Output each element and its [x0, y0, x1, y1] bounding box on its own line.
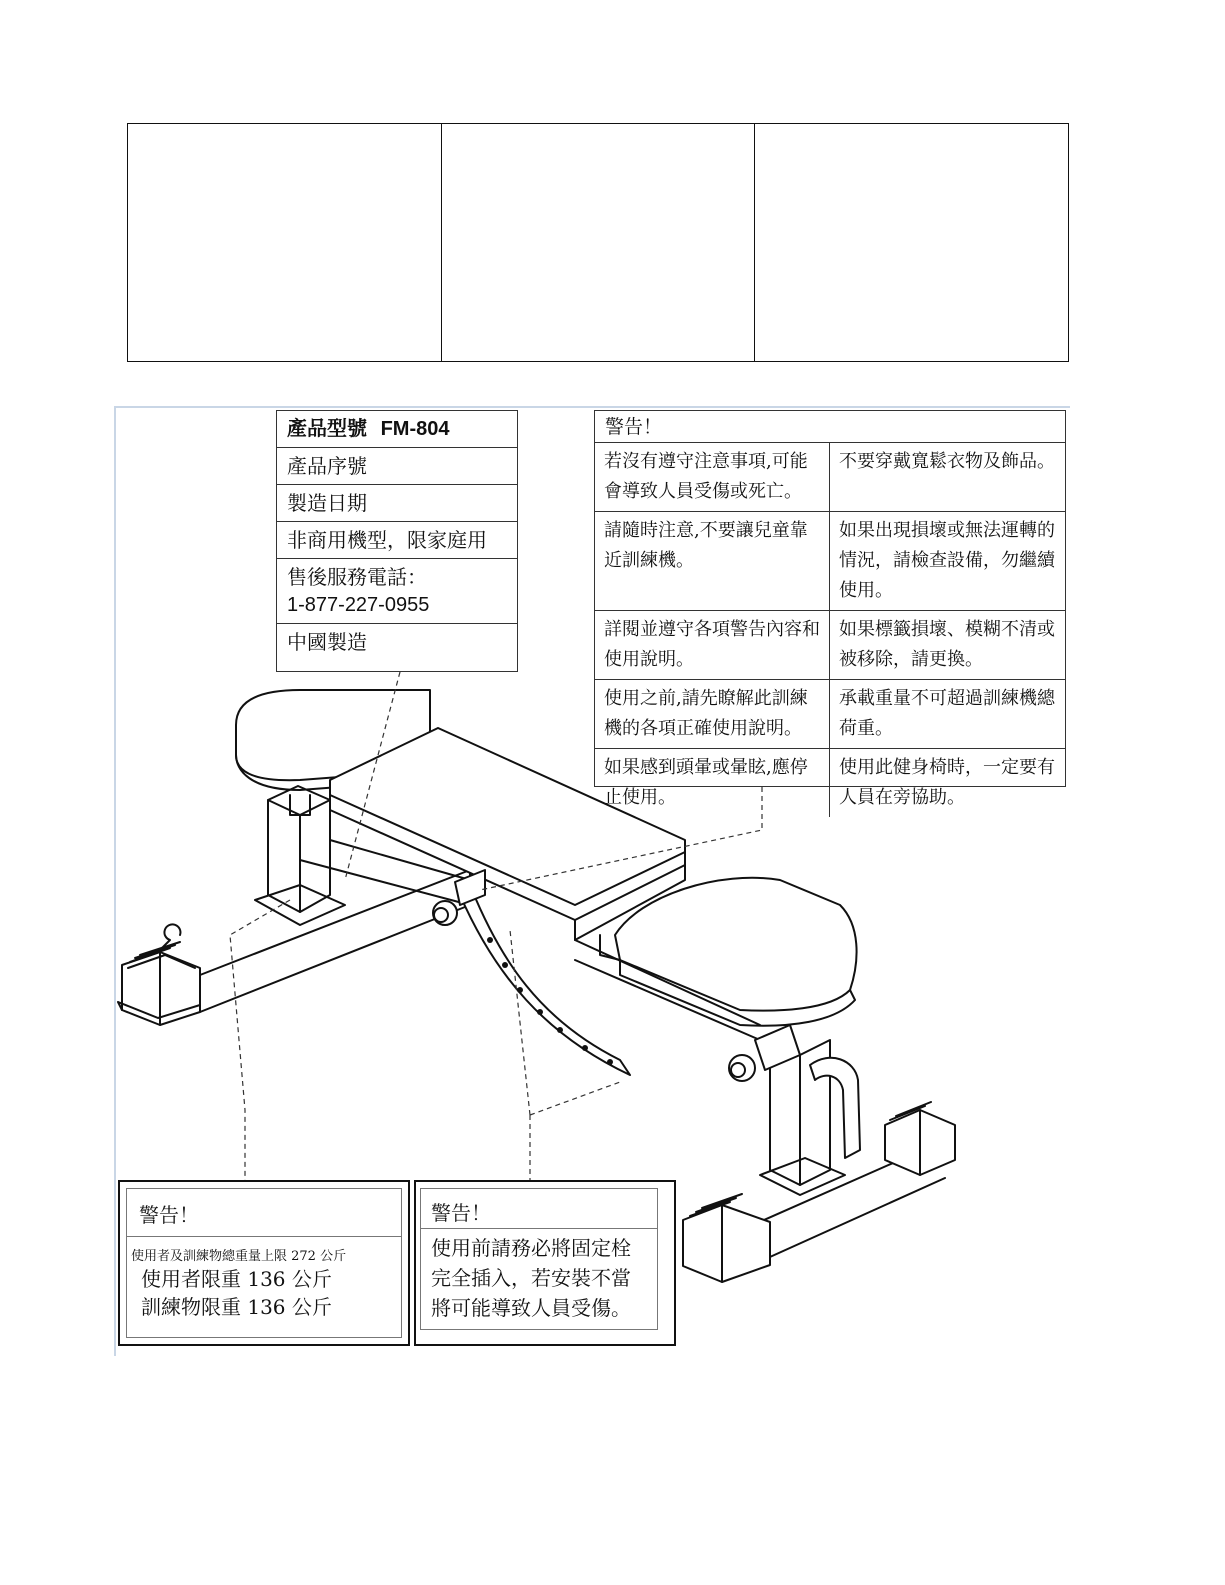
weight-warning-title: 警告！: [127, 1189, 401, 1237]
warning-cell: 不要穿戴寬鬆衣物及飾品。: [839, 451, 1055, 472]
warning-row: [595, 680, 1065, 749]
safety-warning-table: [594, 410, 1066, 808]
load-weight-limit: 訓練物限重 136 公斤: [141, 1295, 332, 1319]
service-phone-number: 1-877-227-0955: [287, 594, 430, 616]
warning-cell: 使用之前,請先瞭解此訓練機的各項正確使用說明。: [595, 680, 830, 748]
usage-note-row: 非商用機型，限家庭用: [277, 522, 517, 559]
warning-cell: 如果出現損壞或無法運轉的情況，請檢查設備，勿繼續使用。: [839, 520, 1055, 601]
weight-warning-inner: [126, 1188, 402, 1338]
warning-row: [595, 749, 1065, 817]
service-phone-row: [277, 559, 517, 624]
warning-cell: 如果感到頭暈或暈眩,應停止使用。: [595, 749, 830, 817]
warning-cell: 使用此健身椅時，一定要有人員在旁協助。: [839, 757, 1055, 808]
locking-pin-warning: [414, 1180, 676, 1346]
warning-cell: 如果標籤損壞、模糊不清或被移除，請更換。: [839, 619, 1055, 670]
manufacture-date-row: 製造日期: [277, 485, 517, 522]
product-info-label: [276, 410, 518, 672]
service-phone-label: 售後服務電話：: [287, 565, 427, 589]
warning-table-header: 警告！: [595, 411, 1065, 443]
pin-warning-body: 使用前請務必將固定栓完全插入，若安裝不當將可能導致人員受傷。: [431, 1236, 631, 1320]
user-weight-limit: 使用者限重 136 公斤: [141, 1267, 332, 1291]
pin-warning-inner: [420, 1188, 658, 1330]
product-model-value: FM-804: [380, 418, 450, 440]
pin-warning-title: 警告！: [421, 1189, 657, 1229]
product-model-label: 產品型號: [287, 418, 367, 440]
total-weight-limit: 使用者及訓練物總重量上限 272 公斤: [131, 1249, 347, 1264]
rear-foot-icon: [118, 942, 200, 1025]
origin-row: 中國製造: [287, 630, 367, 654]
warning-row: [595, 512, 1065, 611]
weight-limit-warning: [118, 1180, 410, 1346]
warning-cell: 若沒有遵守注意事項,可能會導致人員受傷或死亡。: [595, 443, 830, 511]
warning-cell: 請隨時注意,不要讓兒童靠近訓練機。: [595, 512, 830, 610]
product-model-row: [277, 411, 517, 448]
warning-row: [595, 443, 1065, 512]
warning-row: [595, 611, 1065, 680]
warning-cell: 詳閱並遵守各項警告內容和使用說明。: [595, 611, 830, 679]
warning-cell: 承載重量不可超過訓練機總荷重。: [839, 688, 1055, 739]
product-serial-row: 產品序號: [277, 448, 517, 485]
